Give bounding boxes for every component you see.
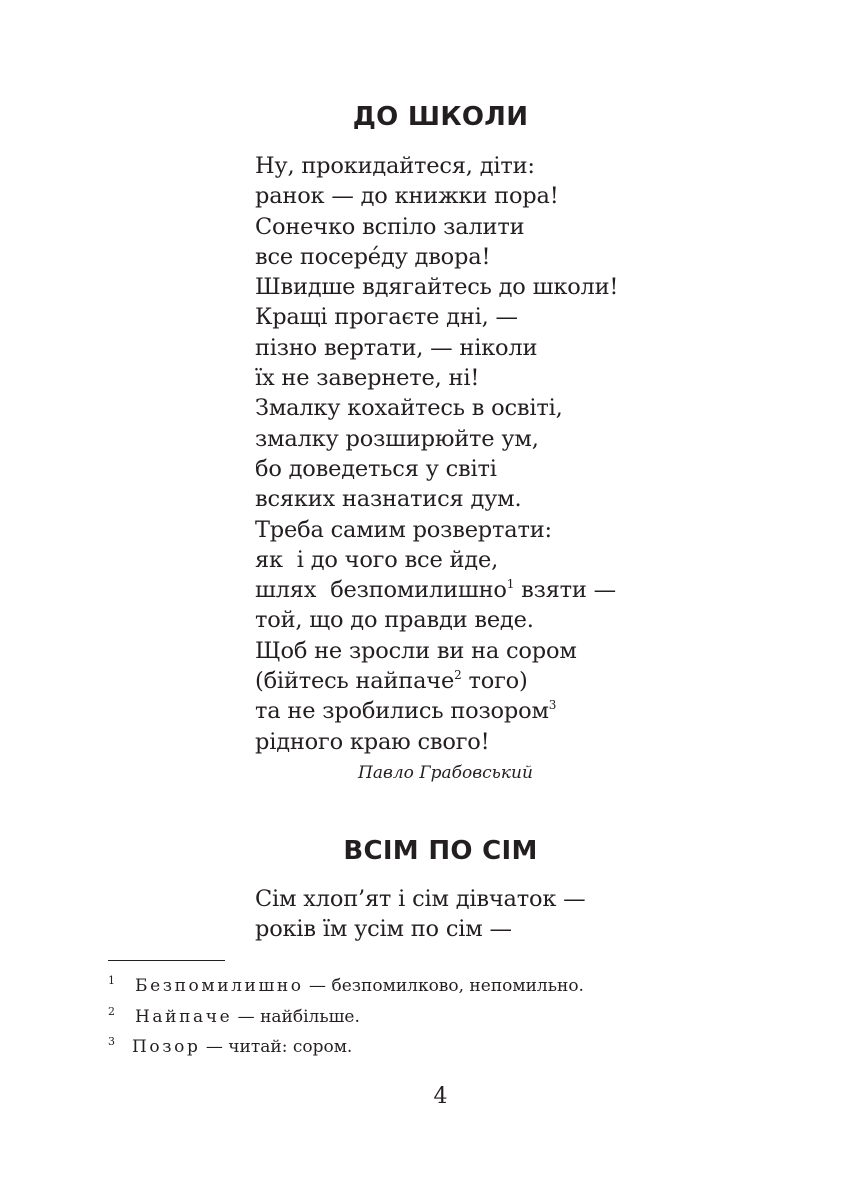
poem-line: Треба самим розвертати: <box>255 516 552 543</box>
poem-line: Кращі прогаєте дні, — <box>255 304 518 331</box>
poem-line: Ну, прокидайтеся, діти: <box>255 153 535 179</box>
poem-line: ранок — до книжки пора! <box>255 183 559 210</box>
footnote-item: 1 Безпомилишно — безпомилково, непомильно. <box>108 974 584 996</box>
poem-line: Сонечко вспіло залити <box>255 213 525 240</box>
poem-line: Швидше вдягайтесь до школи! <box>255 274 619 301</box>
poem-line: (бійтесь найпаче$^2$ того) <box>255 668 528 695</box>
footnote-definition: — читай: сором. <box>200 1037 353 1057</box>
footnote-definition: — найбільше. <box>232 1006 360 1027</box>
footnote-ref-1[interactable]: 1 <box>506 577 515 592</box>
poem-line: шлях безпомилишно$^1$ взяти — <box>255 577 616 604</box>
footnote-term: Безпомилишно <box>135 976 304 996</box>
poem-line: та не зробились позором$^3$ <box>255 698 557 725</box>
poem-line: Щоб не зросли ви на сором <box>255 637 577 664</box>
footnote-item: 3 Позор — читай: сором. <box>108 1035 353 1057</box>
footnote-item: 2 Найпаче — найбільше. <box>108 1004 360 1027</box>
footnote-divider <box>108 960 225 961</box>
poem-title-do-shkoly: ДО ШКОЛИ <box>352 102 529 132</box>
poem-line: Змалку кохайтесь в освіті, <box>255 395 563 422</box>
poem-line: все посере́ду двора! <box>255 243 491 270</box>
poem-line: рідного краю свого! <box>255 728 490 755</box>
poem-line: як і до чого все йде, <box>255 546 499 573</box>
footnotes <box>108 971 584 1063</box>
poem-line: той, що до правди веде. <box>255 607 534 634</box>
poem-do-shkoly <box>255 151 618 757</box>
poem-line: Сім хлоп’ят і сім дівчаток — <box>255 886 586 912</box>
poem-line: їх не завернете, ні! <box>255 365 480 392</box>
footnote-definition: — безпомилково, непомильно. <box>303 976 584 996</box>
poem-line: років їм усім по сім — <box>255 916 512 943</box>
footnote-term: Позор <box>132 1037 201 1057</box>
poem-line: пізно вертати, — ніколи <box>255 334 538 361</box>
poem-line: змалку розширюйте ум, <box>255 425 539 452</box>
footnote-term: Найпаче <box>135 1006 233 1027</box>
poem-vsim-po-sim <box>255 884 585 945</box>
footnote-ref-2[interactable]: 2 <box>454 668 462 683</box>
poem-line: бо доведеться у світі <box>255 455 497 482</box>
page-number: 4 <box>433 1084 448 1109</box>
footnote-ref-3[interactable]: 3 <box>548 698 557 713</box>
poem-line: всяких назнатися дум. <box>255 486 522 513</box>
poem-author: Павло Грабовський <box>358 763 533 783</box>
poem-title-vsim-po-sim: ВСІМ ПО СІМ <box>343 836 538 866</box>
